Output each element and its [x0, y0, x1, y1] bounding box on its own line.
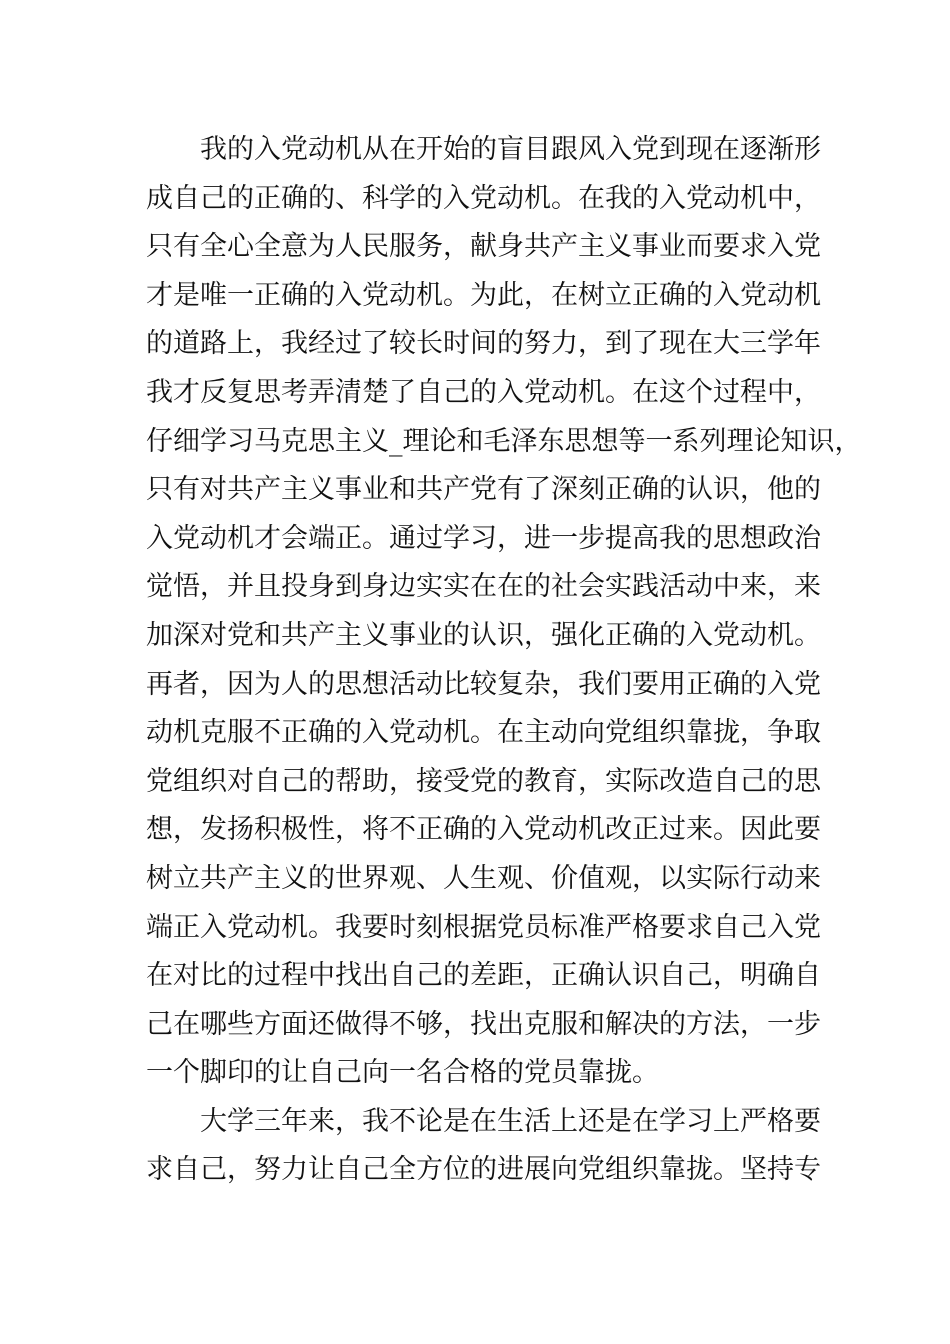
paragraph-line: 的道路上，我经过了较长时间的努力，到了现在大三学年: [146, 328, 821, 360]
document-body: [146, 126, 862, 1195]
paragraph-line: 才是唯一正确的入党动机。为此，在树立正确的入党动机: [146, 279, 821, 311]
paragraph-line: 再者，因为人的思想活动比较复杂，我们要用正确的入党: [146, 668, 821, 700]
paragraph-line: 大学三年来，我不论是在生活上还是在学习上严格要: [200, 1105, 821, 1137]
paragraph-line: 觉悟，并且投身到身边实实在在的社会实践活动中来，来: [146, 571, 821, 603]
paragraph-line: 端正入党动机。我要时刻根据党员标准严格要求自己入党: [146, 911, 821, 943]
paragraph-line: 仔细学习马克思主义_理论和毛泽东思想等一系列理论知识，: [146, 425, 862, 457]
paragraph-line: 求自己，努力让自己全方位的进展向党组织靠拢。坚持专: [146, 1154, 821, 1186]
paragraph-line: 想，发扬积极性，将不正确的入党动机改正过来。因此要: [146, 814, 821, 846]
paragraph-line: 己在哪些方面还做得不够，找出克服和解决的方法，一步: [146, 1008, 821, 1040]
paragraph-line: 在对比的过程中找出自己的差距，正确认识自己，明确自: [146, 960, 821, 992]
paragraph-line: 一个脚印的让自己向一名合格的党员靠拢。: [146, 1057, 659, 1089]
paragraph-2: [146, 1098, 826, 1195]
paragraph-1: [146, 126, 862, 1098]
paragraph-line: 党组织对自己的帮助，接受党的教育，实际改造自己的思: [146, 765, 821, 797]
paragraph-line: 只有对共产主义事业和共产党有了深刻正确的认识，他的: [146, 474, 821, 506]
paragraph-line: 成自己的正确的、科学的入党动机。在我的入党动机中，: [146, 182, 821, 214]
paragraph-line: 只有全心全意为人民服务，献身共产主义事业而要求入党: [146, 231, 821, 263]
paragraph-line: 入党动机才会端正。通过学习，进一步提高我的思想政治: [146, 522, 821, 554]
paragraph-line: 动机克服不正确的入党动机。在主动向党组织靠拢，争取: [146, 717, 821, 749]
paragraph-line: 树立共产主义的世界观、人生观、价值观，以实际行动来: [146, 862, 821, 894]
paragraph-line: 加深对党和共产主义事业的认识，强化正确的入党动机。: [146, 619, 821, 651]
paragraph-line: 我的入党动机从在开始的盲目跟风入党到现在逐渐形: [200, 134, 821, 165]
paragraph-line: 我才反复思考弄清楚了自己的入党动机。在这个过程中，: [146, 376, 821, 408]
